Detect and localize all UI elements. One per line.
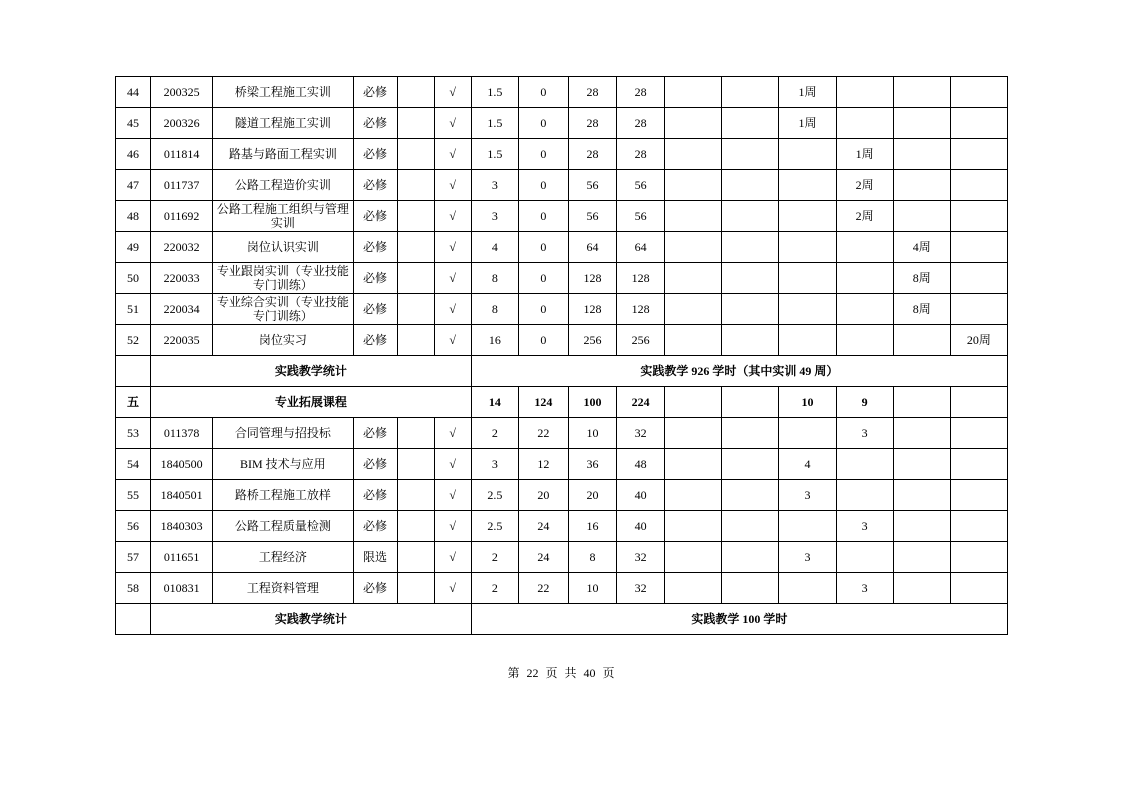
theory-hours-cell: 0 (518, 263, 568, 294)
term-6-cell (950, 387, 1007, 418)
course-name-cell: 公路工程质量检测 (213, 511, 353, 542)
term-3-cell (779, 263, 836, 294)
term-3-cell (779, 170, 836, 201)
course-name-cell: 专业综合实训（专业技能专门训练） (213, 294, 353, 325)
blank-cell (397, 294, 434, 325)
term-6-cell (950, 139, 1007, 170)
course-code-cell: 200326 (151, 108, 213, 139)
course-type-cell: 必修 (353, 294, 397, 325)
practice-hours-cell: 256 (568, 325, 616, 356)
term-1-cell (665, 573, 722, 604)
practice-hours-cell: 20 (568, 480, 616, 511)
course-type-cell: 必修 (353, 511, 397, 542)
total-hours-cell: 128 (617, 294, 665, 325)
empty-cell (116, 356, 151, 387)
term-3-cell (779, 294, 836, 325)
course-name-cell: 隧道工程施工实训 (213, 108, 353, 139)
course-table-body (116, 77, 1008, 635)
theory-hours-cell: 0 (518, 77, 568, 108)
course-name-cell: 工程经济 (213, 542, 353, 573)
theory-hours-cell: 0 (518, 170, 568, 201)
term-4-cell: 3 (836, 573, 893, 604)
term-5-cell (893, 325, 950, 356)
course-row (116, 170, 1008, 201)
term-6-cell (950, 108, 1007, 139)
term-2-cell (722, 325, 779, 356)
term-1-cell (665, 232, 722, 263)
course-type-cell: 必修 (353, 108, 397, 139)
check-cell: √ (434, 325, 471, 356)
section-row (116, 387, 1008, 418)
course-row (116, 108, 1008, 139)
term-3-cell: 4 (779, 449, 836, 480)
credit-cell: 2.5 (471, 480, 518, 511)
theory-hours-cell: 0 (518, 294, 568, 325)
course-type-cell: 必修 (353, 201, 397, 232)
course-name-cell: 路基与路面工程实训 (213, 139, 353, 170)
course-row (116, 201, 1008, 232)
term-5-cell (893, 480, 950, 511)
credit-cell: 3 (471, 201, 518, 232)
total-hours-cell: 28 (617, 108, 665, 139)
term-6-cell (950, 232, 1007, 263)
check-cell: √ (434, 232, 471, 263)
course-name-cell: 公路工程施工组织与管理实训 (213, 201, 353, 232)
practice-hours-cell: 16 (568, 511, 616, 542)
course-name-cell: 路桥工程施工放样 (213, 480, 353, 511)
seq-cell: 45 (116, 108, 151, 139)
blank-cell (397, 418, 434, 449)
term-5-cell (893, 573, 950, 604)
blank-cell (397, 449, 434, 480)
check-cell: √ (434, 573, 471, 604)
empty-cell (116, 604, 151, 635)
term-3-cell: 3 (779, 542, 836, 573)
term-2-cell (722, 511, 779, 542)
course-code-cell: 220033 (151, 263, 213, 294)
term-2-cell (722, 170, 779, 201)
course-code-cell: 011737 (151, 170, 213, 201)
blank-cell (397, 573, 434, 604)
term-1-cell (665, 139, 722, 170)
course-code-cell: 011378 (151, 418, 213, 449)
check-cell: √ (434, 418, 471, 449)
total-hours-cell: 48 (617, 449, 665, 480)
credit-cell: 1.5 (471, 139, 518, 170)
term-5-cell (893, 387, 950, 418)
course-code-cell: 1840303 (151, 511, 213, 542)
course-code-cell: 220032 (151, 232, 213, 263)
term-6-cell (950, 573, 1007, 604)
course-row (116, 232, 1008, 263)
page-footer: 第 22 页 共 40 页 (507, 666, 615, 680)
term-6-cell: 20周 (950, 325, 1007, 356)
credit-cell: 8 (471, 263, 518, 294)
course-row (116, 294, 1008, 325)
term-2-cell (722, 139, 779, 170)
check-cell: √ (434, 480, 471, 511)
seq-cell: 44 (116, 77, 151, 108)
seq-cell: 51 (116, 294, 151, 325)
practice-hours-cell: 128 (568, 294, 616, 325)
practice-hours-cell: 10 (568, 418, 616, 449)
term-4-cell (836, 449, 893, 480)
course-code-cell: 011692 (151, 201, 213, 232)
total-hours-cell: 224 (617, 387, 665, 418)
practice-hours-cell: 28 (568, 108, 616, 139)
term-2-cell (722, 573, 779, 604)
term-4-cell (836, 294, 893, 325)
term-4-cell: 9 (836, 387, 893, 418)
term-4-cell: 3 (836, 418, 893, 449)
course-row (116, 511, 1008, 542)
term-3-cell: 1周 (779, 108, 836, 139)
credit-cell: 2 (471, 573, 518, 604)
term-5-cell (893, 542, 950, 573)
term-5-cell (893, 201, 950, 232)
term-6-cell (950, 511, 1007, 542)
practice-hours-cell: 128 (568, 263, 616, 294)
summary-row (116, 604, 1008, 635)
total-hours-cell: 64 (617, 232, 665, 263)
term-1-cell (665, 201, 722, 232)
course-row (116, 542, 1008, 573)
credit-cell: 2.5 (471, 511, 518, 542)
check-cell: √ (434, 77, 471, 108)
course-row (116, 263, 1008, 294)
term-1-cell (665, 263, 722, 294)
term-3-cell (779, 418, 836, 449)
blank-cell (397, 263, 434, 294)
total-hours-cell: 56 (617, 170, 665, 201)
course-code-cell: 010831 (151, 573, 213, 604)
term-2-cell (722, 232, 779, 263)
course-row (116, 449, 1008, 480)
blank-cell (397, 511, 434, 542)
credit-cell: 3 (471, 449, 518, 480)
credit-cell: 16 (471, 325, 518, 356)
blank-cell (397, 201, 434, 232)
term-1-cell (665, 418, 722, 449)
term-3-cell (779, 232, 836, 263)
term-1-cell (665, 294, 722, 325)
seq-cell: 50 (116, 263, 151, 294)
term-4-cell: 3 (836, 511, 893, 542)
check-cell: √ (434, 201, 471, 232)
total-hours-cell: 256 (617, 325, 665, 356)
check-cell: √ (434, 108, 471, 139)
section-number: 五 (116, 387, 151, 418)
term-5-cell: 8周 (893, 263, 950, 294)
term-6-cell (950, 263, 1007, 294)
term-2-cell (722, 77, 779, 108)
course-type-cell: 必修 (353, 449, 397, 480)
term-5-cell: 8周 (893, 294, 950, 325)
term-1-cell (665, 511, 722, 542)
blank-cell (397, 170, 434, 201)
term-1-cell (665, 77, 722, 108)
theory-hours-cell: 12 (518, 449, 568, 480)
term-4-cell: 2周 (836, 201, 893, 232)
total-hours-cell: 32 (617, 542, 665, 573)
credit-cell: 3 (471, 170, 518, 201)
course-name-cell: 岗位实习 (213, 325, 353, 356)
total-hours-cell: 28 (617, 77, 665, 108)
check-cell: √ (434, 170, 471, 201)
term-2-cell (722, 294, 779, 325)
term-5-cell (893, 449, 950, 480)
summary-label: 实践教学统计 (151, 356, 472, 387)
theory-hours-cell: 22 (518, 418, 568, 449)
course-table (115, 76, 1008, 635)
term-5-cell (893, 418, 950, 449)
term-2-cell (722, 201, 779, 232)
practice-hours-cell: 10 (568, 573, 616, 604)
seq-cell: 53 (116, 418, 151, 449)
course-type-cell: 必修 (353, 418, 397, 449)
summary-row (116, 356, 1008, 387)
practice-hours-cell: 28 (568, 77, 616, 108)
term-6-cell (950, 418, 1007, 449)
seq-cell: 46 (116, 139, 151, 170)
summary-label: 实践教学统计 (151, 604, 472, 635)
term-6-cell (950, 449, 1007, 480)
course-row (116, 418, 1008, 449)
total-hours-cell: 40 (617, 480, 665, 511)
term-1-cell (665, 325, 722, 356)
course-name-cell: BIM 技术与应用 (213, 449, 353, 480)
course-code-cell: 1840501 (151, 480, 213, 511)
total-hours-cell: 32 (617, 573, 665, 604)
course-code-cell: 220035 (151, 325, 213, 356)
course-row (116, 480, 1008, 511)
course-type-cell: 必修 (353, 170, 397, 201)
term-2-cell (722, 387, 779, 418)
practice-hours-cell: 64 (568, 232, 616, 263)
term-6-cell (950, 77, 1007, 108)
term-4-cell (836, 542, 893, 573)
credit-cell: 14 (471, 387, 518, 418)
term-1-cell (665, 387, 722, 418)
course-name-cell: 工程资料管理 (213, 573, 353, 604)
practice-hours-cell: 56 (568, 170, 616, 201)
theory-hours-cell: 0 (518, 108, 568, 139)
course-code-cell: 220034 (151, 294, 213, 325)
credit-cell: 1.5 (471, 108, 518, 139)
credit-cell: 2 (471, 418, 518, 449)
course-type-cell: 必修 (353, 139, 397, 170)
total-hours-cell: 32 (617, 418, 665, 449)
course-name-cell: 桥梁工程施工实训 (213, 77, 353, 108)
term-3-cell (779, 139, 836, 170)
check-cell: √ (434, 263, 471, 294)
blank-cell (397, 232, 434, 263)
term-3-cell: 3 (779, 480, 836, 511)
theory-hours-cell: 20 (518, 480, 568, 511)
seq-cell: 52 (116, 325, 151, 356)
course-type-cell: 必修 (353, 480, 397, 511)
term-6-cell (950, 201, 1007, 232)
blank-cell (397, 77, 434, 108)
blank-cell (397, 325, 434, 356)
course-code-cell: 011651 (151, 542, 213, 573)
theory-hours-cell: 24 (518, 511, 568, 542)
credit-cell: 8 (471, 294, 518, 325)
summary-text: 实践教学 926 学时（其中实训 49 周） (471, 356, 1007, 387)
blank-cell (397, 542, 434, 573)
theory-hours-cell: 124 (518, 387, 568, 418)
course-row (116, 77, 1008, 108)
course-code-cell: 200325 (151, 77, 213, 108)
blank-cell (397, 480, 434, 511)
course-type-cell: 必修 (353, 77, 397, 108)
seq-cell: 54 (116, 449, 151, 480)
term-4-cell: 1周 (836, 139, 893, 170)
term-4-cell (836, 77, 893, 108)
check-cell: √ (434, 511, 471, 542)
term-6-cell (950, 170, 1007, 201)
total-hours-cell: 56 (617, 201, 665, 232)
term-6-cell (950, 294, 1007, 325)
total-hours-cell: 128 (617, 263, 665, 294)
seq-cell: 56 (116, 511, 151, 542)
term-5-cell (893, 511, 950, 542)
term-5-cell (893, 139, 950, 170)
seq-cell: 49 (116, 232, 151, 263)
seq-cell: 55 (116, 480, 151, 511)
course-name-cell: 岗位认识实训 (213, 232, 353, 263)
practice-hours-cell: 56 (568, 201, 616, 232)
term-1-cell (665, 449, 722, 480)
term-6-cell (950, 542, 1007, 573)
course-code-cell: 011814 (151, 139, 213, 170)
term-4-cell (836, 108, 893, 139)
practice-hours-cell: 36 (568, 449, 616, 480)
term-3-cell (779, 511, 836, 542)
summary-text: 实践教学 100 学时 (471, 604, 1007, 635)
course-name-cell: 公路工程造价实训 (213, 170, 353, 201)
course-row (116, 573, 1008, 604)
credit-cell: 2 (471, 542, 518, 573)
term-3-cell (779, 573, 836, 604)
course-name-cell: 专业跟岗实训（专业技能专门训练） (213, 263, 353, 294)
term-4-cell (836, 263, 893, 294)
blank-cell (397, 108, 434, 139)
term-3-cell: 1周 (779, 77, 836, 108)
total-hours-cell: 40 (617, 511, 665, 542)
term-4-cell (836, 480, 893, 511)
term-1-cell (665, 108, 722, 139)
term-1-cell (665, 170, 722, 201)
practice-hours-cell: 8 (568, 542, 616, 573)
term-3-cell (779, 325, 836, 356)
total-hours-cell: 28 (617, 139, 665, 170)
term-2-cell (722, 418, 779, 449)
course-row (116, 139, 1008, 170)
term-5-cell (893, 108, 950, 139)
term-5-cell (893, 170, 950, 201)
seq-cell: 48 (116, 201, 151, 232)
theory-hours-cell: 24 (518, 542, 568, 573)
check-cell: √ (434, 139, 471, 170)
practice-hours-cell: 28 (568, 139, 616, 170)
theory-hours-cell: 22 (518, 573, 568, 604)
check-cell: √ (434, 294, 471, 325)
check-cell: √ (434, 542, 471, 573)
term-4-cell (836, 232, 893, 263)
term-5-cell (893, 77, 950, 108)
section-title: 专业拓展课程 (151, 387, 472, 418)
practice-hours-cell: 100 (568, 387, 616, 418)
credit-cell: 1.5 (471, 77, 518, 108)
theory-hours-cell: 0 (518, 325, 568, 356)
course-type-cell: 必修 (353, 232, 397, 263)
term-3-cell: 10 (779, 387, 836, 418)
term-2-cell (722, 449, 779, 480)
check-cell: √ (434, 449, 471, 480)
course-type-cell: 必修 (353, 573, 397, 604)
course-row (116, 325, 1008, 356)
theory-hours-cell: 0 (518, 232, 568, 263)
term-1-cell (665, 480, 722, 511)
blank-cell (397, 139, 434, 170)
course-type-cell: 必修 (353, 263, 397, 294)
term-5-cell: 4周 (893, 232, 950, 263)
course-type-cell: 必修 (353, 325, 397, 356)
term-2-cell (722, 263, 779, 294)
seq-cell: 58 (116, 573, 151, 604)
theory-hours-cell: 0 (518, 201, 568, 232)
credit-cell: 4 (471, 232, 518, 263)
course-type-cell: 限选 (353, 542, 397, 573)
term-2-cell (722, 542, 779, 573)
term-4-cell: 2周 (836, 170, 893, 201)
term-4-cell (836, 325, 893, 356)
term-1-cell (665, 542, 722, 573)
theory-hours-cell: 0 (518, 139, 568, 170)
term-3-cell (779, 201, 836, 232)
term-2-cell (722, 480, 779, 511)
term-2-cell (722, 108, 779, 139)
term-6-cell (950, 480, 1007, 511)
seq-cell: 57 (116, 542, 151, 573)
course-name-cell: 合同管理与招投标 (213, 418, 353, 449)
seq-cell: 47 (116, 170, 151, 201)
course-code-cell: 1840500 (151, 449, 213, 480)
